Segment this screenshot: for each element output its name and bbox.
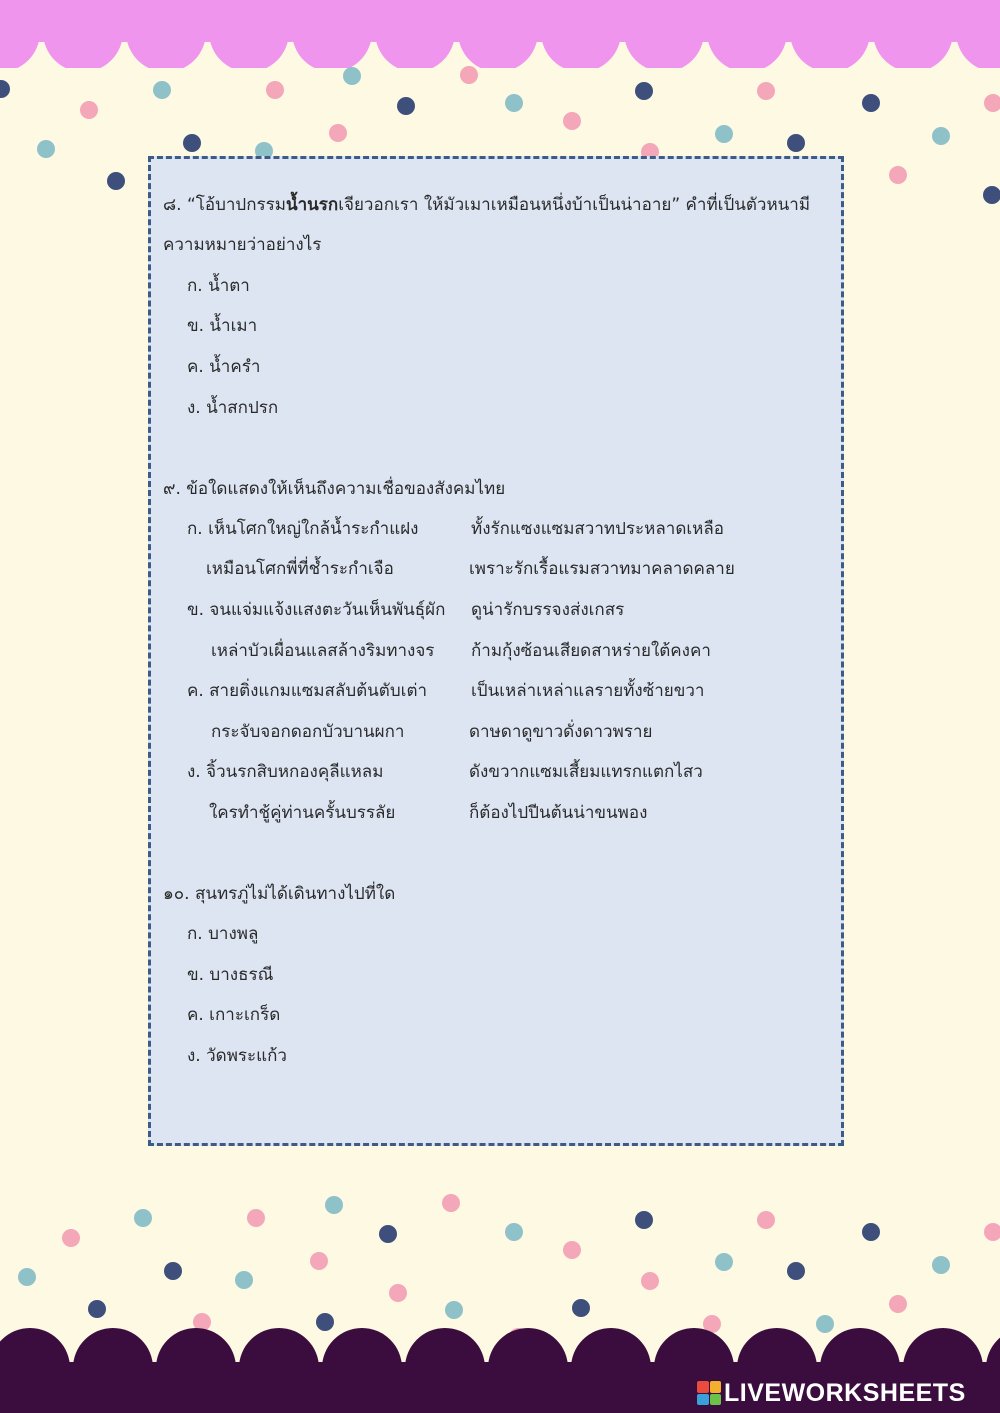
q8-option-d[interactable]: ง. น้ำสกปรก	[187, 398, 279, 418]
q8-option-c[interactable]: ค. น้ำครำ	[187, 357, 261, 377]
q8-option-b[interactable]: ข. น้ำเมา	[187, 316, 258, 336]
q9-option-a-line1-left: ก. เห็นโศกใหญ่ใกล้น้ำระกำแฝง	[187, 519, 419, 539]
top-scallop-border	[0, 28, 1000, 68]
q9-option-a-line2-left: เหมือนโศกพี่ที่ช้ำระกำเจือ	[206, 559, 394, 579]
q9-option-a-line1-right: ทั้งรักแซงแซมสวาทประหลาดเหลือ	[471, 519, 725, 539]
q9-option-d-line1-right: ดังขวากแซมเสี้ยมแทรกแตกไสว	[469, 762, 703, 782]
question-8-number: ๘.	[163, 195, 182, 215]
question-8-text	[163, 185, 810, 225]
q10-option-d[interactable]: ง. วัดพระแก้ว	[187, 1046, 287, 1066]
q9-option-d-line1-left: ง. จิ้วนรกสิบหกองคุลีแหลม	[187, 762, 384, 782]
question-10-text: ๑๐. สุนทรภู่ไม่ได้เดินทางไปที่ใด	[163, 884, 396, 904]
q9-option-d-line2-left: ใครทำชู้คู่ท่านครั้นบรรลัย	[209, 803, 396, 823]
q9-option-b-line2-left: เหล่าบัวเผื่อนแลสล้างริมทางจร	[211, 641, 435, 661]
q10-option-b[interactable]: ข. บางธรณี	[187, 965, 274, 985]
q9-option-c-line1-left: ค. สายติ่งแกมแซมสลับต้นตับเต่า	[187, 681, 428, 701]
q10-option-c[interactable]: ค. เกาะเกร็ด	[187, 1005, 281, 1025]
q9-option-d-line2-right: ก็ต้องไปปีนต้นน่าขนพอง	[469, 803, 648, 823]
q10-option-a[interactable]: ก. บางพลู	[187, 924, 259, 944]
question-card	[148, 156, 844, 1146]
q9-option-c-line1-right: เป็นเหล่าเหล่าแลรายทั้งซ้ายขวา	[471, 681, 705, 701]
liveworksheets-brand-text: LIVEWORKSHEETS	[724, 1378, 966, 1407]
question-8-text-after: เจียวอกเรา ให้มัวเมาเหมือนหนึ่งบ้าเป็นน่าอาย” คำที่เป็นตัวหนามี	[338, 195, 811, 215]
bottom-scallop-border	[0, 1326, 1000, 1366]
q9-option-b-line2-right: ก้ามกุ้งซ้อนเสียดสาหร่ายใต้คงคา	[471, 641, 711, 661]
question-8-bold-term: น้ำนรก	[285, 195, 339, 215]
q9-option-b-line1-left: ข. จนแจ่มแจ้งแสงตะวันเห็นพันธุ์ผัก	[187, 600, 446, 620]
q9-option-b-line1-right: ดูน่ารักบรรจงส่งเกสร	[471, 600, 625, 620]
q9-option-c-line2-left: กระจับจอกดอกบัวบานผกา	[211, 722, 405, 742]
question-8-text-line2: ความหมายว่าอย่างไร	[163, 235, 322, 255]
question-9-text: ๙. ข้อใดแสดงให้เห็นถึงความเชื่อของสังคมไทย	[163, 479, 506, 499]
liveworksheets-icon	[697, 1381, 721, 1405]
question-8-text-before: “โอ้บาปกรรม	[186, 195, 286, 215]
q9-option-c-line2-right: ดาษดาดูขาวดั่งดาวพราย	[469, 722, 653, 742]
liveworksheets-logo[interactable]	[697, 1378, 966, 1408]
q8-option-a[interactable]: ก. น้ำตา	[187, 276, 250, 296]
q9-option-a-line2-right: เพราะรักเรื้อแรมสวาทมาคลาดคลาย	[469, 559, 735, 579]
